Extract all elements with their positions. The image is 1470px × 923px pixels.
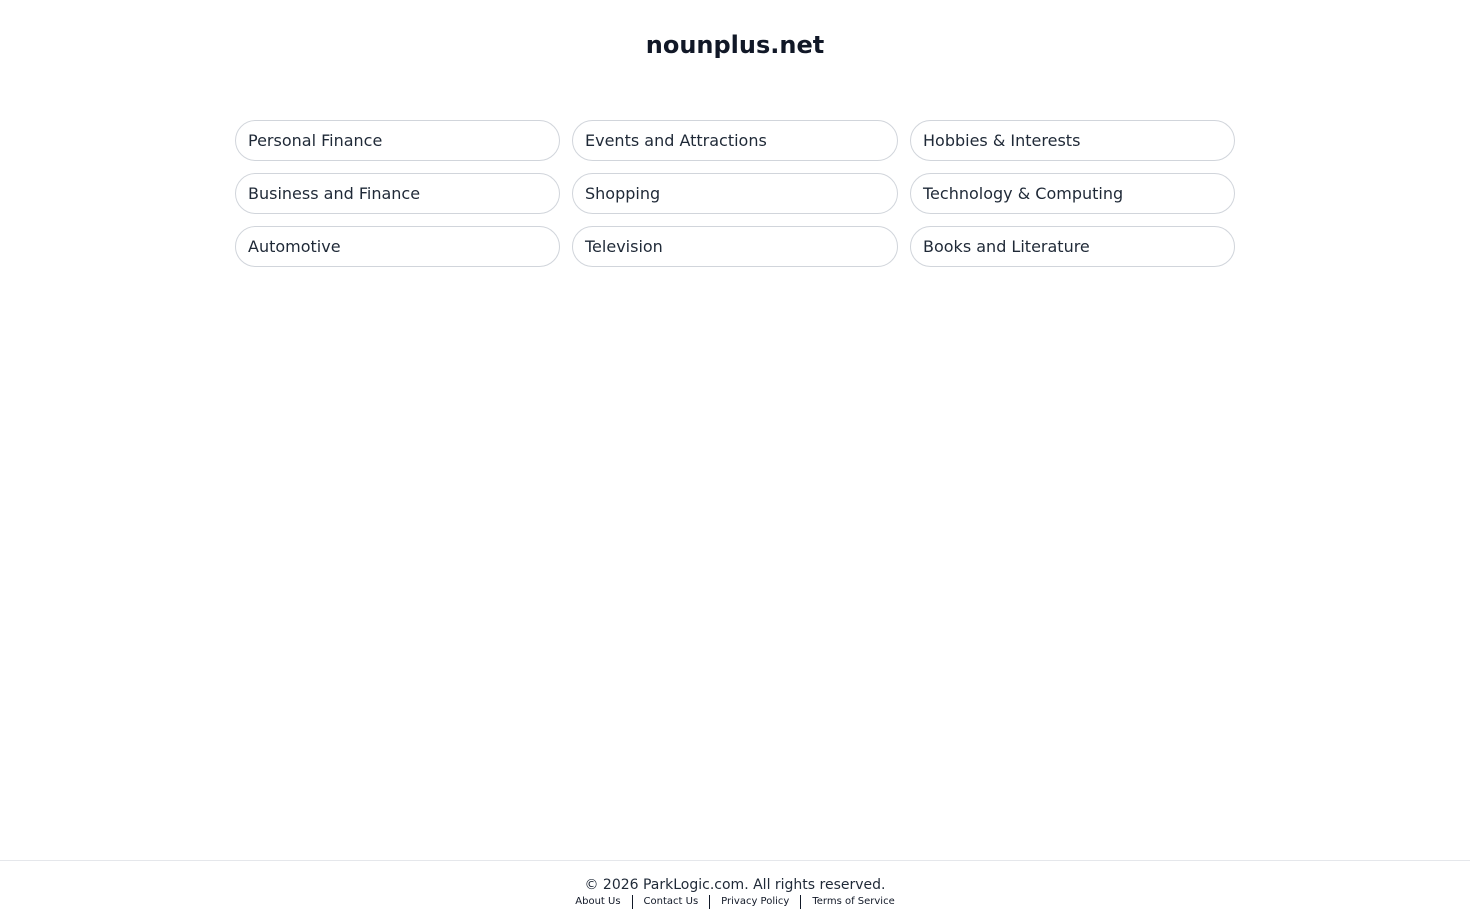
copyright-text: © 2026 ParkLogic.com. All rights reserved. [584,877,886,893]
about-us-link[interactable]: About Us [575,896,621,907]
category-business-and-finance[interactable]: Business and Finance [235,173,560,214]
category-shopping[interactable]: Shopping [572,173,898,214]
category-books-and-literature[interactable]: Books and Literature [910,226,1235,267]
category-events-and-attractions[interactable]: Events and Attractions [572,120,898,161]
category-automotive[interactable]: Automotive [235,226,560,267]
site-title: nounplus.net [645,31,825,59]
category-technology-computing[interactable]: Technology & Computing [910,173,1235,214]
terms-of-service-link[interactable]: Terms of Service [812,896,895,907]
footer-links [0,895,1470,909]
category-television[interactable]: Television [572,226,898,267]
category-personal-finance[interactable]: Personal Finance [235,120,560,161]
category-grid [235,120,1235,267]
footer [0,860,1470,923]
category-hobbies-interests[interactable]: Hobbies & Interests [910,120,1235,161]
contact-us-link[interactable]: Contact Us [643,896,699,907]
privacy-policy-link[interactable]: Privacy Policy [721,896,790,907]
